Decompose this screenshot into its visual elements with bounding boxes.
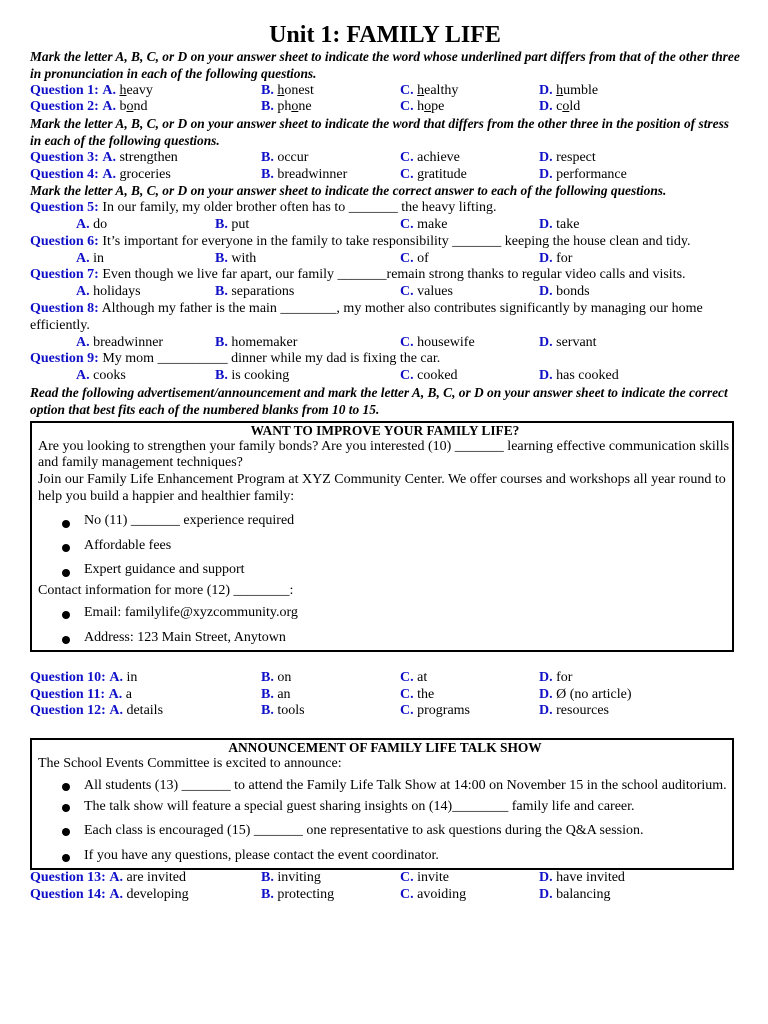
instruction-stress: Mark the letter A, B, C, or D on your answer sheet to indicate the word that differs from the other three in the position of stress in each of the following questions. <box>30 116 729 148</box>
question-3: Question 3: A. strengthen B. occur C. achieve D. respect <box>30 149 596 165</box>
question-6-stem: Question 6: It’s important for everyone in the family to take responsibility _______ keeping the house clean and tidy. <box>30 233 691 249</box>
question-4: Question 4: A. groceries B. breadwinner C. gratitude D. performance <box>30 166 627 182</box>
bullet-item: Each class is encouraged (15) _______ one representative to ask questions during the Q&A session. <box>38 818 732 844</box>
bullet-item: All students (13) _______ to attend the Family Life Talk Show at 14:00 on November 15 in the school auditorium. <box>38 775 732 797</box>
announcement-box <box>30 738 734 870</box>
question-5-stem: Question 5: In our family, my older brother often has to _______ the heavy lifting. <box>30 200 497 216</box>
question-2: Question 2: A. bond B. phone C. hope D. cold <box>30 99 581 115</box>
page-title: Unit 1: FAMILY LIFE <box>269 22 501 48</box>
question-7-options: A. holidays B. separations C. values D. bonds <box>76 284 590 300</box>
bullet-item: Expert guidance and support <box>38 558 732 582</box>
announcement-intro: The School Events Committee is excited to announce: <box>38 756 342 772</box>
question-10: Question 10: A. in B. on C. at D. for <box>30 669 573 685</box>
contact-email: Email: familylife@xyzcommunity.org <box>38 600 732 625</box>
bullet-item: No (11) _______ experience required <box>38 509 732 533</box>
question-7-stem: Question 7: Even though we live far apart, our family _______remain strong thanks to regular video calls and visits. <box>30 267 686 283</box>
advertisement-box <box>30 421 734 652</box>
question-1: Question 1: A. heavy B. honest C. healthy D. humble <box>30 82 599 98</box>
instruction-reading: Read the following advertisement/announcement and mark the letter A, B, C, or D on your answer sheet to indicate the correct option that best fits each of the numbered blanks from 10 to 15. <box>30 384 728 417</box>
question-8-stem: Question 8: Although my father is the main ________, my mother also contributes significantly by managing our home efficiently. <box>30 300 703 333</box>
advertisement-paragraph: Join our Family Life Enhancement Program at XYZ Community Center. We offer courses and workshops all year round to help you build a happier and healthier family: <box>38 472 726 504</box>
question-5-options: A. do B. put C. make D. take <box>76 216 580 232</box>
contact-line: Contact information for more (12) ________: <box>38 582 294 598</box>
question-12: Question 12: A. details B. tools C. programs D. resources <box>30 703 609 719</box>
question-8-options: A. breadwinner B. homemaker C. housewife D. servant <box>76 334 597 350</box>
bullet-item: The talk show will feature a special guest sharing insights on (14)________ family life and career. <box>38 796 732 818</box>
question-6-options: A. in B. with C. of D. for <box>76 250 573 266</box>
worksheet <box>30 21 740 904</box>
question-11: Question 11: A. a B. an C. the D. Ø (no article) <box>30 686 632 702</box>
question-label: Question 1: <box>30 82 99 98</box>
question-13: Question 13: A. are invited B. inviting C. invite D. have invited <box>30 869 625 885</box>
bullet-item: Affordable fees <box>38 533 732 558</box>
question-9-stem: Question 9: My mom __________ dinner while my dad is fixing the car. <box>30 351 441 367</box>
advertisement-paragraph: Are you looking to strengthen your family bonds? Are you interested (10) _______ learning effective communication skills and family management techniques? <box>38 438 730 471</box>
advertisement-title: WANT TO IMPROVE YOUR FAMILY LIFE? <box>250 422 520 438</box>
instruction-correct-answer: Mark the letter A, B, C, or D on your answer sheet to indicate the correct answer to each of the following questions. <box>30 183 667 199</box>
announcement-title: ANNOUNCEMENT OF FAMILY LIFE TALK SHOW <box>228 740 542 756</box>
question-9-options: A. cooks B. is cooking C. cooked D. has cooked <box>76 368 619 384</box>
question-label: Question 2: <box>30 99 99 115</box>
question-14: Question 14: A. developing B. protecting C. avoiding D. balancing <box>30 886 611 902</box>
instruction-pronunciation: Mark the letter A, B, C, or D on your answer sheet to indicate the word whose underlined part differs from that of the other three in pronunciation in each of the following questions. <box>30 49 740 81</box>
contact-address: Address: 123 Main Street, Anytown <box>38 625 732 650</box>
bullet-item: If you have any questions, please contact the event coordinator. <box>38 844 732 868</box>
